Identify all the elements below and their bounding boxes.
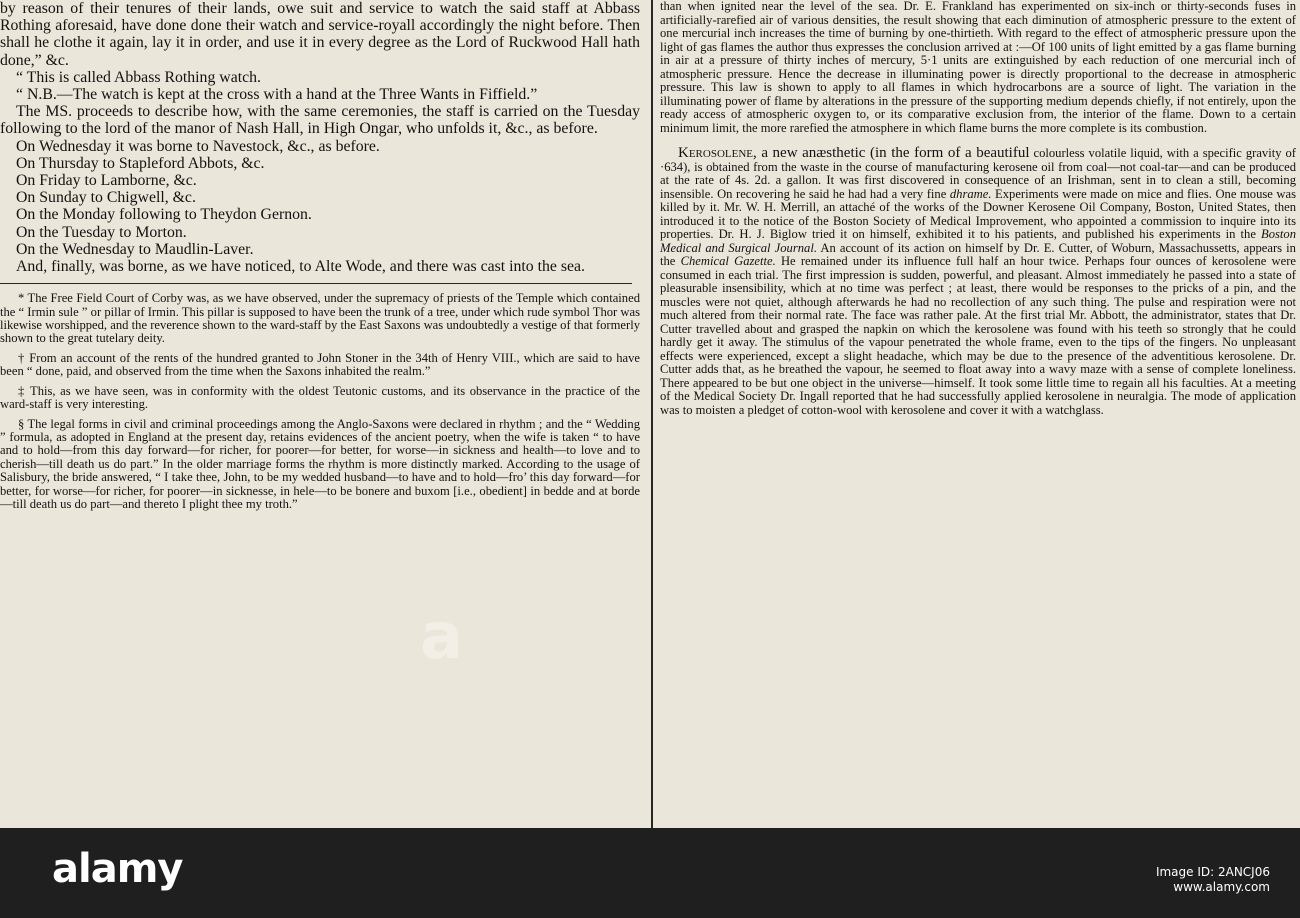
itinerary-list bbox=[0, 138, 640, 258]
paragraph-abbass-watch: by reason of their tenures of their lands, owe suit and service to watch the said staff at Abbass Rothing aforesaid, have done done their watch and service-royall accordingly the night before. Then shall he clothe it again, lay it in order, and use it in every degree as the Lord of Ruckwood Hall hath done,” &c. bbox=[0, 0, 640, 69]
list-item: On the Monday following to Theydon Gernon. bbox=[16, 206, 312, 224]
kerosolene-gazette-title: Chemical Gazette. bbox=[680, 254, 776, 268]
paragraph-watch-note: “ This is called Abbass Rothing watch. bbox=[16, 68, 261, 86]
footnote-divider bbox=[0, 283, 632, 284]
kerosolene-journal-title: Boston Medical and Surgical Journal. bbox=[660, 227, 1296, 255]
footnote-item: ‡ This, as we have seen, was in conformity with the oldest Teutonic customs, and its observance in the practice of the ward-staff is very interesting. bbox=[0, 383, 640, 412]
paragraph-ms-proceeds: The MS. proceeds to describe how, with the same ceremonies, the staff is carried on the Tuesday following to the lord of the manor of Nash Hall, in High Ongar, who unfolds it, &c., as before. bbox=[0, 103, 640, 138]
image-id-text: Image ID: 2ANCJ06 bbox=[1155, 865, 1270, 879]
watermark-overlay: a bbox=[420, 600, 464, 674]
right-column bbox=[660, 0, 1296, 417]
image-id-label bbox=[1156, 865, 1270, 895]
list-item: On Wednesday it was borne to Navestock, &c., as before. bbox=[16, 137, 380, 155]
list-item: On the Tuesday to Morton. bbox=[16, 223, 187, 241]
footnote-item: † From an account of the rents of the hundred granted to John Stoner in the 34th of Henry VIII., which are said to have been “ done, paid, and observed from the time when the Saxons inhabited the realm.” bbox=[0, 350, 640, 379]
footnotes bbox=[0, 292, 640, 511]
paragraph-kerosolene bbox=[660, 147, 1296, 417]
kerosolene-text-4: He remained under its influence full half an hour twice. Perhaps four ounces of kerosolene were consumed in each trial. The first impression is sudden, powerful, and pleasant. Almost immediately he passed into a state of pleasurable insensibility, which at no time was perfect ; at least, there would be responses to the pricks of a pin, and the muscles were not quiet, although afterwards he had no recollection of any such thing. The pulse and respiration were not much altered from their normal rate. The face was rather pale. At the first trial Mr. Abbott, the administrator, states that Dr. Cutter travelled about and grasped the napkin on which the kerosolene was found with his teeth so strongly that he could hardly get it away. The stimulus of the vapour penetrated the whole frame, even to the tips of the fingers. No unpleasant effects were experienced, except a slight headache, which may be due to the presence of the adventitious kerosolene. Dr. Cutter adds that, as he breathed the vapour, he seemed to float away into a wavy maze with a sense of complete loneliness. There appeared to be but one object in the universe—himself. It took some little time to regain all his faculties. At a meeting of the Medical Society Dr. Ingall reported that he had successfully applied kerosolene in neuralgia. The mode of application was to moisten a pledget of cotton-wool with kerosolene and cover it with a watchglass. bbox=[660, 254, 1296, 417]
footnote-item: * The Free Field Court of Corby was, as we have observed, under the supremacy of priests of the Temple which contained the “ Irmin sule ” or pillar of Irmin. This pillar is supposed to have been the trunk of a tree, under which rude symbol Thor was likewise worshipped, and the reverence shown to the ward-staff by the East Saxons was undoubtedly a vestige of that formerly shown to the great tutelary deity. bbox=[0, 291, 640, 346]
paragraph-closing: And, finally, was borne, as we have noticed, to Alte Wode, and there was cast into the sea. bbox=[16, 258, 586, 276]
footnote-item: § The legal forms in civil and criminal proceedings among the Anglo-Saxons were declared in rhythm ; and the “ Wedding ” formula, as adopted in England at the present day, retains evidences of the ancient poetry, when the wife is taken “ to have and to hold—from this day forward—for richer, for poorer—for better, for worse—in sickness and health—to love and to cherish—till death us do part.” In the older marriage forms the rhythm is more distinctly marked. According to the usage of Salisbury, the bride answered, “ I take thee, John, to be my wedded husband—to have and to hold—fro’ this day forward—for better, for worse—for richer, for poorer—in sicknesse, in hele—to be bonere and buxom [i.e., obedient] in bedde and at borde—till death us do part—and thereto I plight thee my troth.” bbox=[0, 416, 640, 511]
paragraph-nb: “ N.B.—The watch is kept at the cross with a hand at the Three Wants in Fiffield.” bbox=[16, 86, 538, 104]
column-divider bbox=[651, 0, 653, 828]
list-item: On the Wednesday to Maudlin-Laver. bbox=[16, 240, 254, 258]
alamy-logo: alamy bbox=[52, 846, 183, 892]
kerosolene-lead: a new anæsthetic (in the form of a beautiful bbox=[756, 145, 1030, 161]
list-item: On Friday to Lamborne, &c. bbox=[16, 172, 197, 190]
paragraph-atmospheric-pressure: than when ignited near the level of the sea. Dr. E. Frankland has experimented on six-inch or thirty-seconds fuses in artificially-rarefied air of various densities, the result showing that each diminution of atmospheric pressure to the extent of one mercurial inch increases the time of burning by one-thirtieth. With regard to the effect of atmospheric pressure upon the light of gas flames the author thus expresses the conclusion arrived at :—Of 100 units of light emitted by a gas flame burning in air at a pressure of thirty inches of mercury, 5·1 units are extinguished by each reduction of one mercurial inch of atmospheric pressure. Hence the decrease in illuminating power is directly proportional to the decrease in atmospheric pressure. This law is shown to apply to all flames in which hydrocarbons are a source of light. The variation in the illuminating power of flame by alterations in the pressure of the supporting medium depends chiefly, if not entirely, upon the ready access of atmospheric oxygen to, or its comparative exclusion from, the interior of the flame. Down to a certain minimum limit, the more rarefied the atmosphere in which flame burns the more complete is its combustion. bbox=[660, 0, 1296, 135]
watermark-band bbox=[0, 828, 1300, 918]
left-column bbox=[0, 0, 640, 517]
kerosolene-text-2: Experiments were made on mice and flies. One mouse was killed by it. Mr. W. H. Merrill, an attaché of the works of the Downer Kerosene Oil Company, Boston, United States, then introduced it to the notice of the Boston Society of Medical Improvement, who appointed a commission to inquire into its properties. Dr. H. J. Biglow tried it on himself, exhibited it to his patients, and published his experiments in the bbox=[660, 186, 1297, 241]
list-item: On Thursday to Stapleford Abbots, &c. bbox=[16, 154, 265, 172]
kerosolene-emphasis-dhrame: dhrame. bbox=[949, 186, 992, 201]
site-url-text: www.alamy.com bbox=[1173, 880, 1270, 894]
kerosolene-heading: Kerosolene, bbox=[678, 145, 757, 161]
kerosolene-text-3: An account of its action on himself by Dr. E. Cutter, of Woburn, Massachussetts, appears in the bbox=[660, 240, 1296, 268]
list-item: On Sunday to Chigwell, &c. bbox=[16, 189, 196, 207]
kerosolene-text-1: colourless volatile liquid, with a specific gravity of ·634), is obtained from the waste in the course of manufacturing kerosene oil from coal—not coal-tar—and can be produced at the rate of 4s. 2d. a gallon. It was first discovered in consequence of an Irishman, sent in to clean a still, becoming insensible. On recovering he said he had had a very fine bbox=[660, 146, 1296, 201]
